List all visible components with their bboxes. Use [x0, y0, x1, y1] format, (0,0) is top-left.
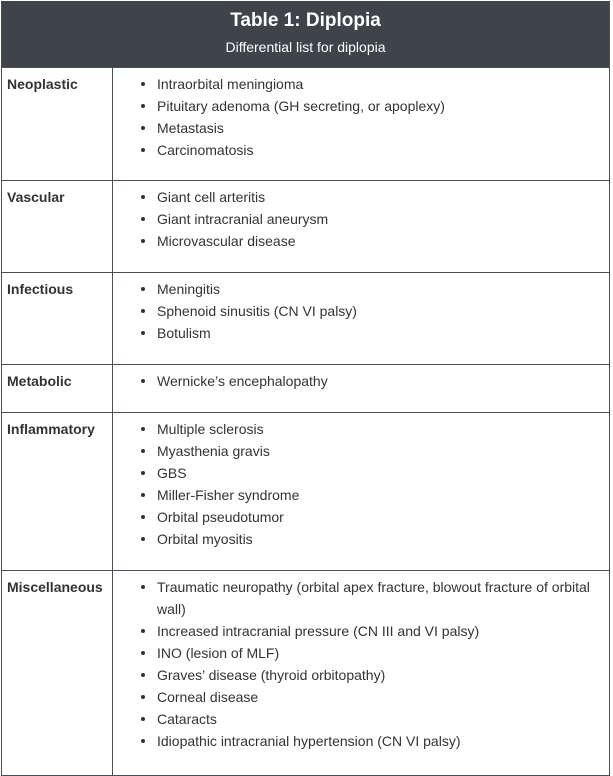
list-item: Pituitary adenoma (GH secreting, or apoplexy) [157, 95, 601, 117]
list-item: Giant intracranial aneurysm [157, 208, 601, 230]
list-item: Sphenoid sinusitis (CN VI palsy) [157, 300, 601, 322]
item-list [113, 186, 601, 252]
item-list [113, 278, 601, 344]
table-row [2, 365, 609, 413]
list-item: Microvascular disease [157, 230, 601, 252]
item-list [113, 73, 601, 161]
list-item: Traumatic neuropathy (orbital apex fracture, blowout fracture of orbital wall) [157, 576, 601, 620]
table-body [2, 68, 609, 775]
table-row [2, 571, 609, 775]
list-item: Cataracts [157, 708, 601, 730]
list-item: Orbital pseudotumor [157, 506, 601, 528]
items-cell [113, 68, 610, 181]
items-cell [113, 181, 610, 273]
list-item: Intraorbital meningioma [157, 73, 601, 95]
diplopia-table [1, 1, 610, 776]
item-list [113, 576, 601, 752]
category-cell: Miscellaneous [2, 571, 113, 775]
items-cell [113, 571, 610, 775]
item-list [113, 370, 601, 392]
item-list [113, 418, 601, 550]
list-item: Graves’ disease (thyroid orbitopathy) [157, 664, 601, 686]
list-item: Myasthenia gravis [157, 440, 601, 462]
items-cell [113, 413, 610, 571]
category-cell: Metabolic [2, 365, 113, 413]
items-cell [113, 273, 610, 365]
list-item: Idiopathic intracranial hypertension (CN VI palsy) [157, 730, 601, 752]
category-cell: Infectious [2, 273, 113, 365]
category-cell: Vascular [2, 181, 113, 273]
list-item: Increased intracranial pressure (CN III and VI palsy) [157, 620, 601, 642]
list-item: Wernicke’s encephalopathy [157, 370, 601, 392]
list-item: Miller-Fisher syndrome [157, 484, 601, 506]
table-row [2, 181, 609, 273]
list-item: Metastasis [157, 117, 601, 139]
table-row [2, 273, 609, 365]
category-cell: Inflammatory [2, 413, 113, 571]
category-cell: Neoplastic [2, 68, 113, 181]
table-header [2, 1, 609, 67]
list-item: INO (lesion of MLF) [157, 642, 601, 664]
table-title: Table 1: Diplopia [230, 10, 381, 31]
list-item: Meningitis [157, 278, 601, 300]
list-item: Carcinomatosis [157, 139, 601, 161]
table-subtitle: Differential list for diplopia [225, 39, 386, 55]
list-item: Orbital myositis [157, 528, 601, 550]
list-item: Giant cell arteritis [157, 186, 601, 208]
table-row [2, 68, 609, 181]
list-item: Multiple sclerosis [157, 418, 601, 440]
list-item: Corneal disease [157, 686, 601, 708]
list-item: Botulism [157, 322, 601, 344]
items-cell [113, 365, 610, 413]
table-row [2, 413, 609, 571]
list-item: GBS [157, 462, 601, 484]
differential-table [2, 67, 609, 775]
